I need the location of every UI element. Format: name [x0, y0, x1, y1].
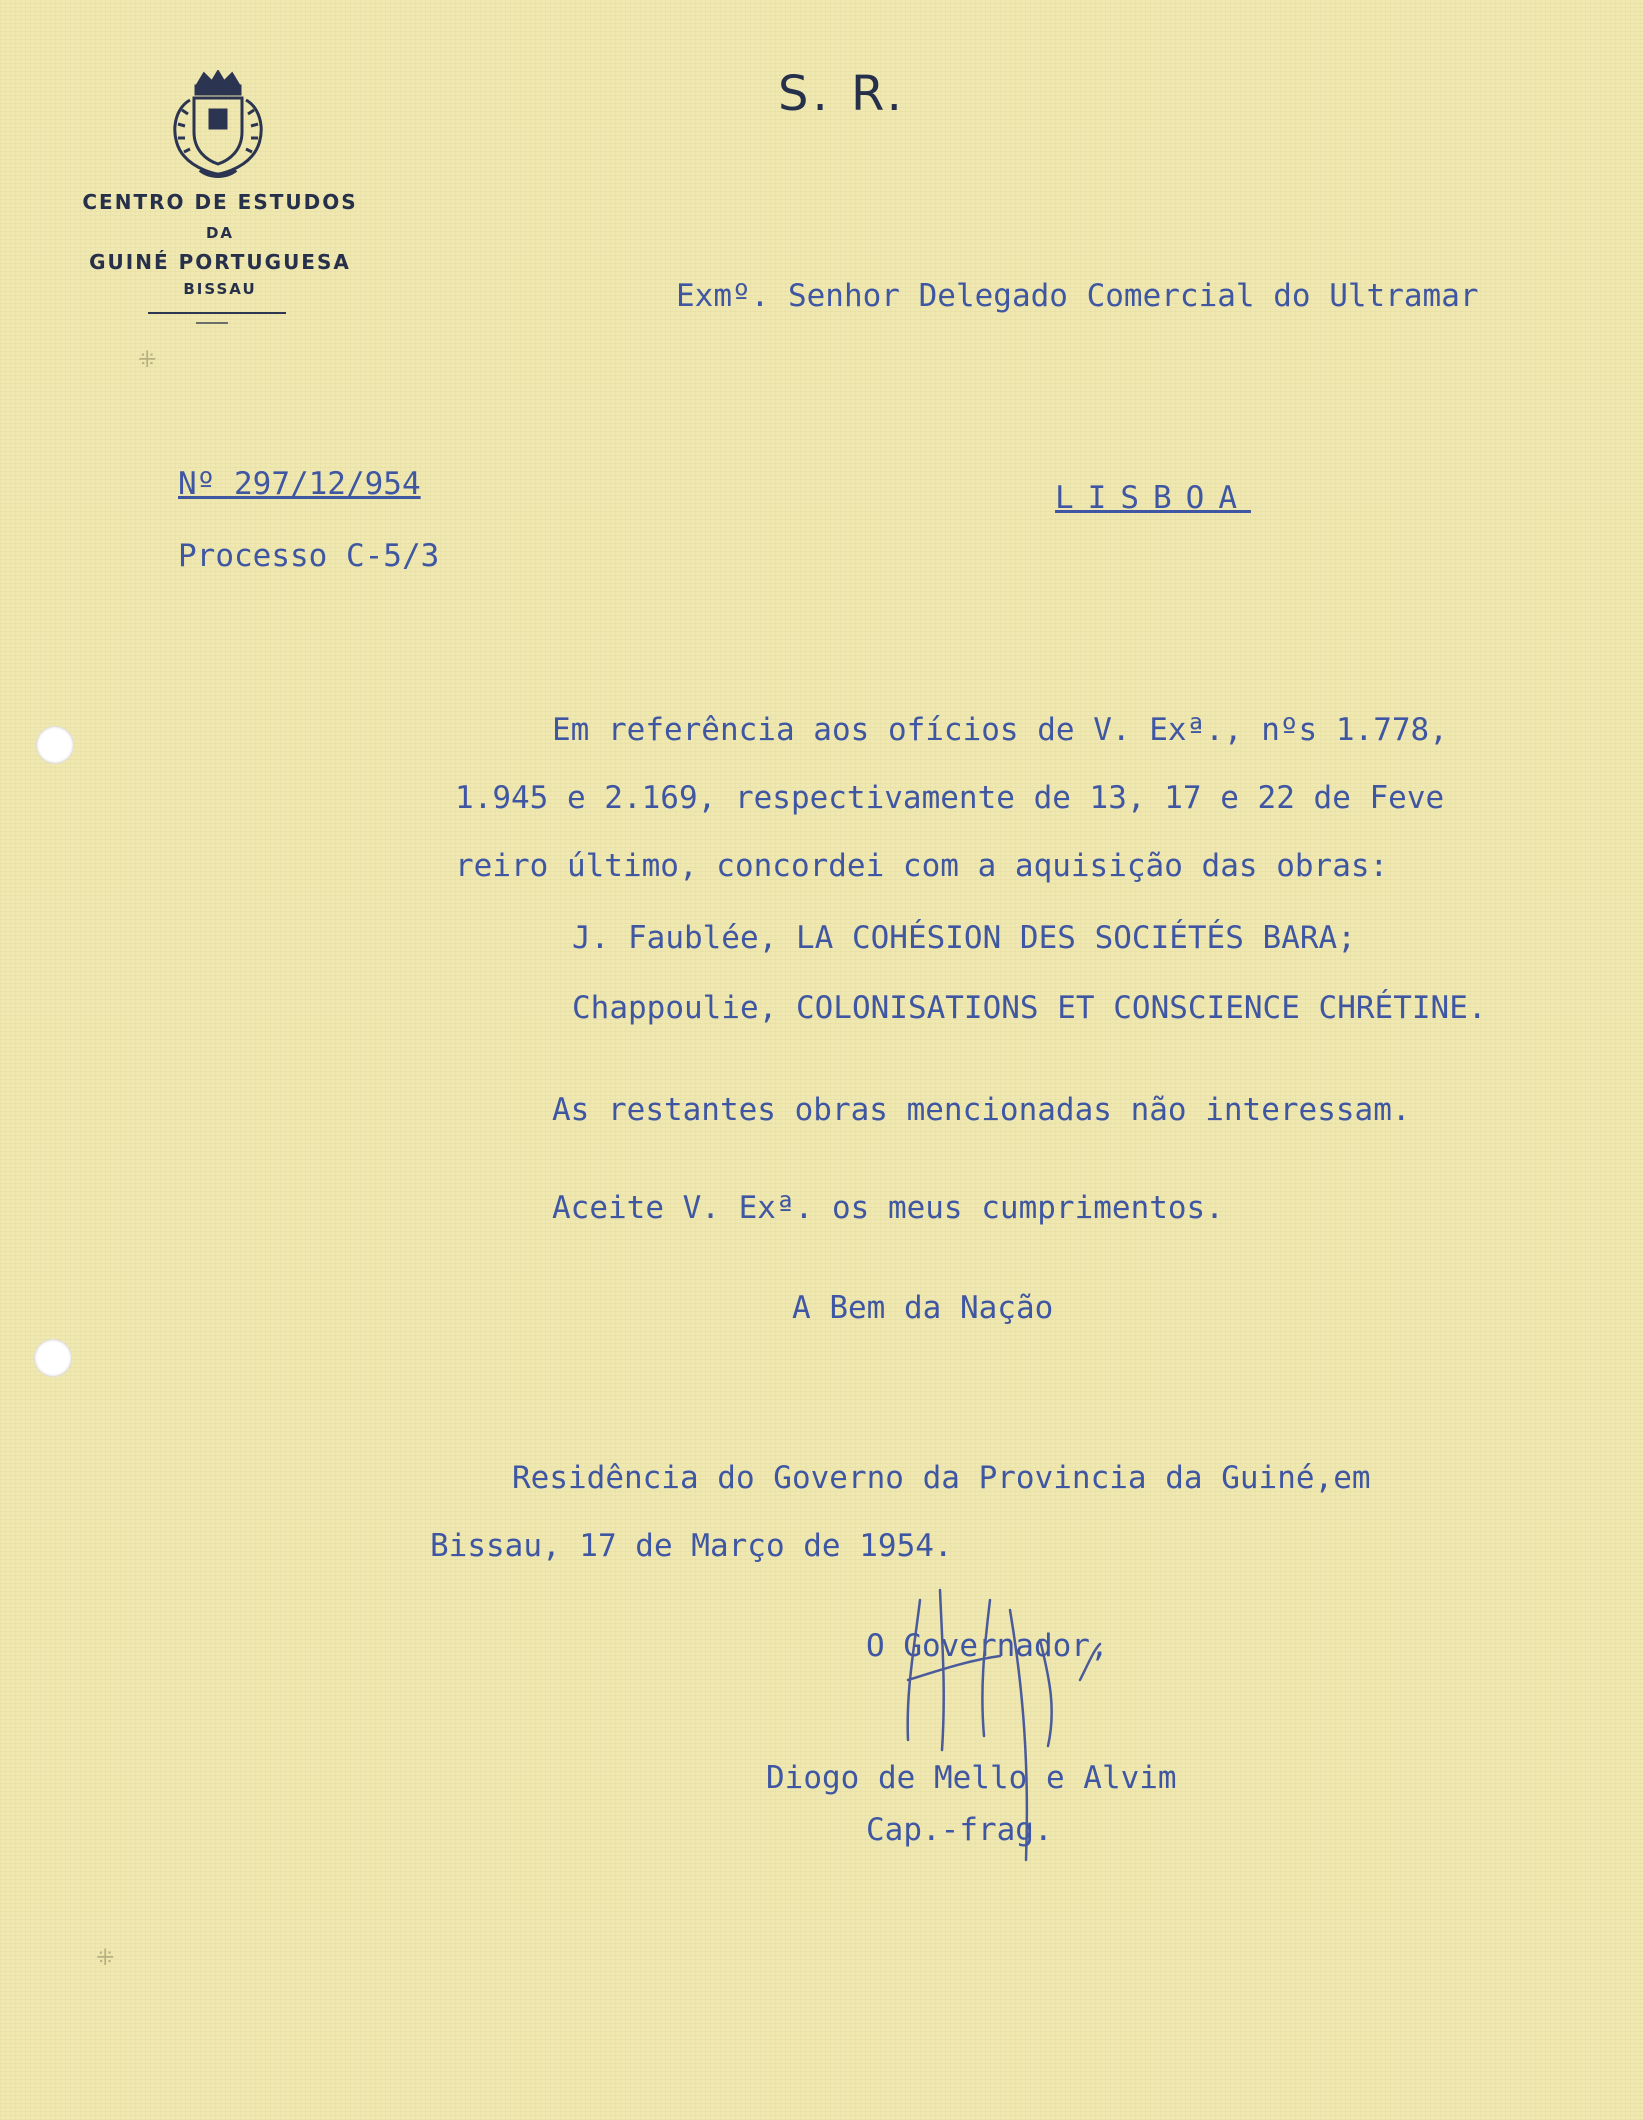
signatory-title: O Governador,: [866, 1628, 1109, 1664]
org-city: BISSAU: [183, 280, 257, 298]
place-date-line: Bissau, 17 de Março de 1954.: [430, 1528, 953, 1564]
body-line-2: 1.945 e 2.169, respectivamente de 13, 17 e 22 de Feve: [455, 780, 1445, 816]
paper-stain: ⁜: [138, 348, 157, 373]
place-line-1: Residência do Governo da Provincia da Guiné,em: [512, 1460, 1371, 1496]
work-item-2: Chappoulie, COLONISATIONS ET CONSCIENCE CHRÉTINE.: [572, 990, 1487, 1026]
body-line-1: Em referência aos ofícios de V. Exª., nºs 1.778,: [552, 712, 1448, 748]
paper-stain: ⁜: [96, 1946, 115, 1971]
punch-hole-top: [36, 726, 74, 764]
signatory-name: Diogo de Mello e Alvim: [766, 1760, 1177, 1796]
letterhead-divider-short: [196, 322, 228, 324]
greeting-line: Aceite V. Exª. os meus cumprimentos.: [552, 1190, 1224, 1226]
punch-hole-bottom: [34, 1339, 72, 1377]
work-item-1: J. Faublée, LA COHÉSION DES SOCIÉTÉS BARA;: [572, 920, 1356, 956]
remaining-works-line: As restantes obras mencionadas não interessam.: [552, 1092, 1411, 1128]
body-line-3: reiro último, concordei com a aquisição das obras:: [455, 848, 1389, 884]
letterhead-divider: [148, 312, 286, 314]
reference-number: Nº 297/12/954: [178, 466, 421, 502]
process-number: Processo C-5/3: [178, 538, 440, 574]
header-mark: S. R.: [778, 66, 906, 122]
org-name-line2: DA: [205, 224, 235, 242]
coat-of-arms-icon: [160, 70, 276, 180]
org-name-line1: CENTRO DE ESTUDOS: [82, 190, 358, 214]
signatory-rank: Cap.-frag.: [866, 1812, 1053, 1848]
org-name-line3: GUINÉ PORTUGUESA: [89, 250, 351, 274]
destination-city: LISBOA: [1055, 480, 1251, 516]
motto-line: A Bem da Nação: [792, 1290, 1054, 1326]
recipient-line: Exmº. Senhor Delegado Comercial do Ultramar: [676, 278, 1479, 314]
